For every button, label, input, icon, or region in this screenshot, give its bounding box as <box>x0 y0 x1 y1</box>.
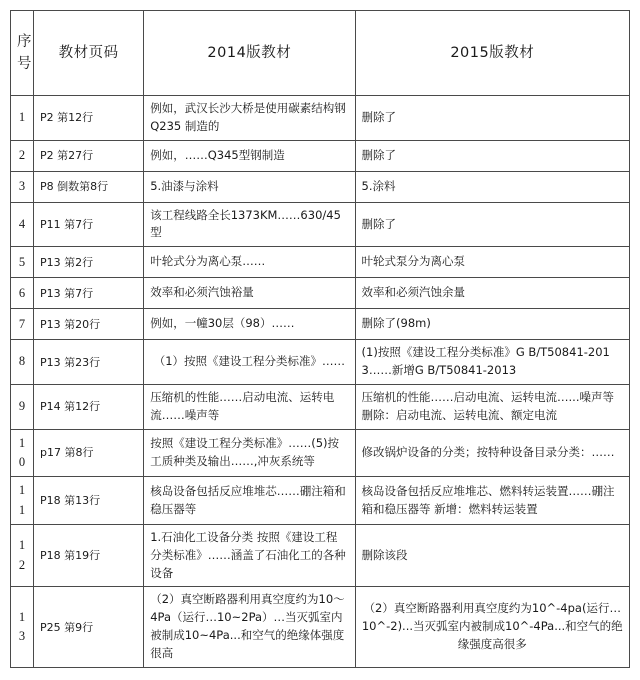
row-content-2015: 5.涂料 <box>355 171 629 202</box>
row-content-2015: (1)按照《建设工程分类标准》G B/T50841-2013……新增G B/T50841-2013 <box>355 340 629 385</box>
table-body <box>11 96 630 668</box>
row-sequence-number: 12 <box>11 525 34 587</box>
table-row <box>11 247 630 278</box>
row-content-2014: 该工程线路全长1373KM……630/45型 <box>144 202 355 247</box>
row-sequence-number: 8 <box>11 340 34 385</box>
row-page-reference: P18 第19行 <box>34 525 144 587</box>
row-page-reference: P13 第20行 <box>34 309 144 340</box>
row-content-2014: （2）真空断路器利用真空度约为10～4Pa（运行…10~2Pa）…当灭弧室内被制成10~4Pa...和空气的绝缘体强度很高 <box>144 587 355 667</box>
row-content-2015: 叶轮式泵分为离心泵 <box>355 247 629 278</box>
row-content-2014: 例如，一幢30层（98）…… <box>144 309 355 340</box>
row-content-2015: 修改锅炉设备的分类；按特种设备目录分类：…… <box>355 429 629 477</box>
row-sequence-number: 4 <box>11 202 34 247</box>
row-content-2014: 5.油漆与涂料 <box>144 171 355 202</box>
row-content-2015: 删除该段 <box>355 525 629 587</box>
row-sequence-number: 7 <box>11 309 34 340</box>
row-content-2015: 删除了 <box>355 96 629 141</box>
row-page-reference: P13 第23行 <box>34 340 144 385</box>
row-content-2015: 删除了(98m) <box>355 309 629 340</box>
table-row <box>11 140 630 171</box>
header-row <box>11 11 630 96</box>
row-page-reference: P2 第12行 <box>34 96 144 141</box>
table-header <box>11 11 630 96</box>
row-content-2015: （2）真空断路器利用真空度约为10^-4pa(运行…10^-2)...当灭弧室内被制成10^-4Pa...和空气的绝缘强度高很多 <box>355 587 629 667</box>
column-header-edition-2015: 2015版教材 <box>355 11 629 96</box>
row-content-2014: 按照《建设工程分类标准》……(5)按工质种类及输出……,冲灰系统等 <box>144 429 355 477</box>
row-content-2014: （1）按照《建设工程分类标准》…… <box>144 340 355 385</box>
row-content-2014: 压缩机的性能……启动电流、运转电流……噪声等 <box>144 384 355 429</box>
column-header-page: 教材页码 <box>34 11 144 96</box>
table-row <box>11 278 630 309</box>
row-page-reference: P25 第9行 <box>34 587 144 667</box>
row-page-reference: P13 第7行 <box>34 278 144 309</box>
row-content-2014: 叶轮式分为离心泵…… <box>144 247 355 278</box>
row-sequence-number: 2 <box>11 140 34 171</box>
row-sequence-number: 5 <box>11 247 34 278</box>
row-content-2014: 1.石油化工设备分类 按照《建设工程分类标准》……涵盖了石油化工的各种设备 <box>144 525 355 587</box>
row-page-reference: P18 第13行 <box>34 477 144 525</box>
row-page-reference: P13 第2行 <box>34 247 144 278</box>
row-page-reference: P2 第27行 <box>34 140 144 171</box>
row-sequence-number: 11 <box>11 477 34 525</box>
column-header-edition-2014: 2014版教材 <box>144 11 355 96</box>
row-sequence-number: 10 <box>11 429 34 477</box>
table-row <box>11 202 630 247</box>
row-sequence-number: 13 <box>11 587 34 667</box>
table-row <box>11 477 630 525</box>
column-header-sequence <box>11 11 34 96</box>
table-row <box>11 309 630 340</box>
sequence-header-char-1: 序 <box>17 33 32 50</box>
sequence-header-char-2: 号 <box>17 56 32 72</box>
row-page-reference: p17 第8行 <box>34 429 144 477</box>
row-page-reference: P14 第12行 <box>34 384 144 429</box>
table-row <box>11 340 630 385</box>
table-row <box>11 429 630 477</box>
row-content-2015: 效率和必须汽蚀余量 <box>355 278 629 309</box>
table-row <box>11 171 630 202</box>
table-row <box>11 96 630 141</box>
row-content-2015: 删除了 <box>355 140 629 171</box>
row-sequence-number: 3 <box>11 171 34 202</box>
row-content-2015: 核岛设备包括反应堆堆芯、燃料转运装置……硼注箱和稳压器等 新增：燃料转运装置 <box>355 477 629 525</box>
row-page-reference: P11 第7行 <box>34 202 144 247</box>
row-page-reference: P8 倒数第8行 <box>34 171 144 202</box>
row-content-2014: 例如，……Q345型钢制造 <box>144 140 355 171</box>
row-sequence-number: 1 <box>11 96 34 141</box>
row-content-2014: 效率和必须汽蚀裕量 <box>144 278 355 309</box>
row-content-2014: 例如，武汉长沙大桥是使用碳素结构钢 Q235 制造的 <box>144 96 355 141</box>
table-row <box>11 384 630 429</box>
row-content-2014: 核岛设备包括反应堆堆芯……硼注箱和稳压器等 <box>144 477 355 525</box>
textbook-revision-table <box>10 10 630 668</box>
row-content-2015: 压缩机的性能……启动电流、运转电流…...噪声等 删除：启动电流、运转电流、额定电流 <box>355 384 629 429</box>
table-row <box>11 525 630 587</box>
row-sequence-number: 9 <box>11 384 34 429</box>
row-content-2015: 删除了 <box>355 202 629 247</box>
row-sequence-number: 6 <box>11 278 34 309</box>
table-row <box>11 587 630 667</box>
